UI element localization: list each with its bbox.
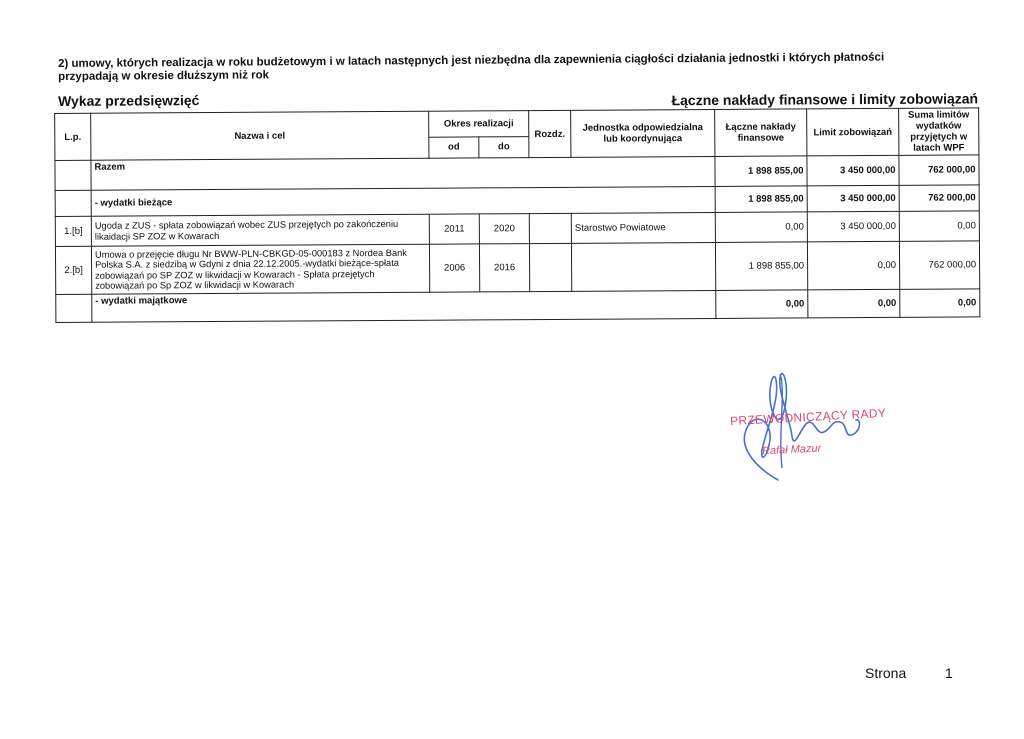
item-1-unit: Starostwo Powiatowe — [571, 212, 715, 243]
intro-line-2: przypadają w okresie dłuższym niż rok — [58, 69, 270, 83]
row-capital-total: 0,00 — [716, 290, 808, 319]
row-current-sum: 762 000,00 — [899, 185, 979, 211]
stamp-title: PRZEWODNICZĄCY RADY — [729, 405, 887, 429]
row-capital-limit: 0,00 — [808, 289, 900, 318]
item-2-name: Umowa o przejęcie długu Nr BWW-PLN-CBKGD-05-000183 z Nordea Bank Polska S.A. z siedzibą w Gdyni z dnia 22.12.2005.-wydatki bieżące-spłata zobowiązań po SP ZOZ w likwidacji w Kowarach - Spłata przejętych zobowiązań po Sp ZOZ w likwidacji w Kowarach — [91, 244, 429, 294]
undertakings-table — [54, 107, 980, 323]
row-capital-label: - wydatki majątkowe — [92, 290, 716, 322]
row-current-lp — [55, 190, 91, 216]
item-2-section — [529, 243, 571, 291]
item-2-limit: 0,00 — [807, 241, 899, 290]
item-2-total: 1 898 855,00 — [715, 242, 807, 291]
header-sum: Suma limitów wydatków przyjętych w latach WPF — [899, 108, 979, 155]
row-razem-limit: 3 450 000,00 — [807, 155, 899, 186]
list-title: Wykaz przedsięwzięć — [58, 92, 200, 109]
header-period: Okres realizacji — [429, 111, 529, 137]
row-razem-sum: 762 000,00 — [899, 155, 979, 185]
page-number: 1 — [945, 665, 953, 681]
row-capital-expenses — [56, 289, 980, 323]
row-current-label: - wydatki bieżące — [91, 186, 715, 216]
intro-text — [58, 51, 958, 84]
intro-line-1: 2) umowy, których realizacja w roku budżetowym i w latach następnych jest niezbędna dla zapewnienia ciągłości działania jednostki i których płatności — [58, 51, 885, 70]
item-1-from: 2011 — [429, 214, 479, 244]
item-1-sum: 0,00 — [899, 211, 979, 241]
row-current-total: 1 898 855,00 — [715, 186, 807, 213]
header-unit: Jednostka odpowiedzialna lub koordynująca — [571, 109, 715, 157]
item-1-lp: 1.[b] — [55, 216, 91, 246]
item-2-to: 2016 — [479, 244, 529, 292]
item-2-from: 2006 — [429, 244, 479, 292]
item-2-unit — [571, 242, 715, 291]
header-from: od — [429, 137, 479, 159]
header-row — [55, 108, 979, 139]
header-lp: L.p. — [55, 113, 91, 160]
header-to: do — [479, 136, 529, 158]
page-label: Strona — [865, 665, 907, 681]
header-limit: Limit zobowiązań — [807, 108, 899, 156]
totals-title: Łączne nakłady finansowe i limity zobowiązań — [671, 90, 979, 109]
row-razem-total: 1 898 855,00 — [715, 156, 807, 187]
item-2-lp: 2.[b] — [55, 246, 91, 294]
item-1-section — [529, 213, 571, 243]
table-row — [55, 241, 979, 295]
row-capital-lp — [56, 294, 92, 322]
item-1-limit: 3 450 000,00 — [807, 211, 899, 242]
document-sheet — [54, 84, 979, 323]
row-capital-sum: 0,00 — [900, 289, 980, 317]
row-razem-label: Razem — [91, 156, 715, 190]
header-total: Łączne nakłady finansowe — [715, 109, 807, 157]
item-1-to: 2020 — [479, 214, 529, 244]
header-name: Nazwa i cel — [91, 111, 429, 160]
header-section: Rozdz. — [529, 110, 571, 157]
item-1-total: 0,00 — [715, 212, 807, 243]
row-razem-lp — [55, 160, 91, 190]
item-1-name: Ugoda z ZUS - spłata zobowiązań wobec ZUS przejętych po zakończeniu likaidacji SP ZOZ w Kowarach — [91, 214, 429, 246]
row-current-limit: 3 450 000,00 — [807, 185, 899, 212]
stamp-name: Rafał Mazur — [761, 442, 822, 458]
item-2-sum: 762 000,00 — [899, 241, 979, 289]
